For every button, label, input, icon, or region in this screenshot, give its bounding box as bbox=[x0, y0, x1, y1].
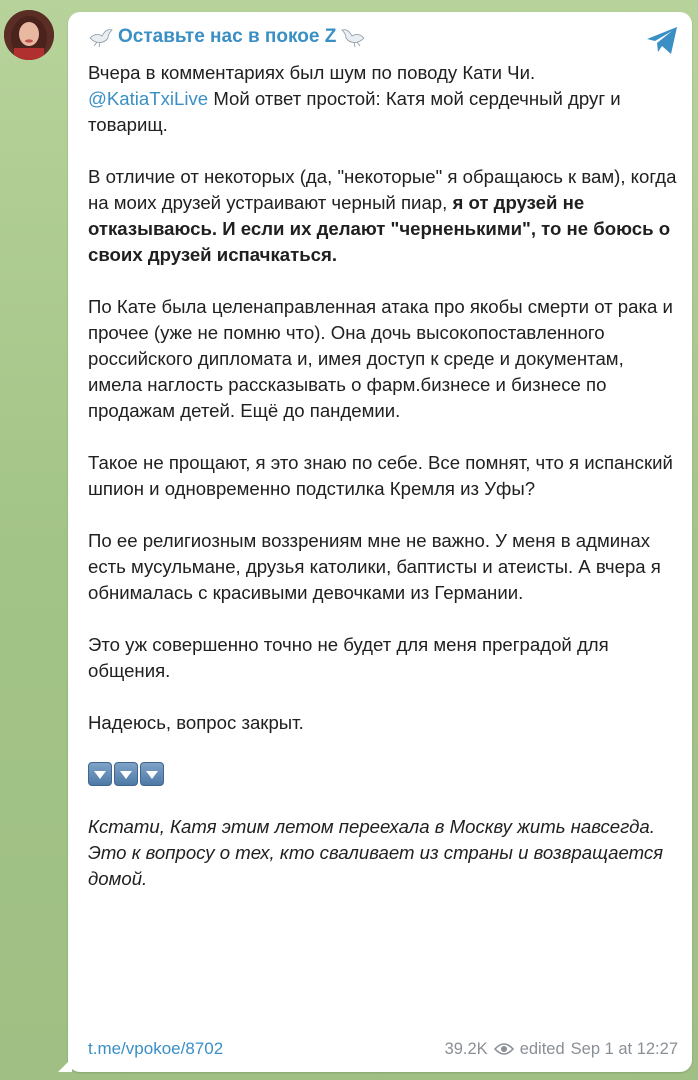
dove-icon bbox=[340, 26, 366, 48]
bubble-tail bbox=[58, 1058, 72, 1072]
paragraph-1-rest: Мой ответ простой: Катя мой сердечный друг и товарищ. bbox=[88, 88, 621, 135]
paragraph-5: По ее религиозным воззрениям мне не важно. У меня в админах есть мусульмане, друзья католики, баптисты и атеисты. А вчера я обнималась с красивыми девочками из Германии. bbox=[88, 530, 661, 603]
paragraph-3: По Кате была целенаправленная атака про якобы смерти от рака и прочее (уже не помню что). Она дочь высокопоставленного российского дипломата и, имея доступ к среде и документам, имела наглость рассказывать о фарм.бизнесе и бизнесе по продажам детей. Ещё до пандемии. bbox=[88, 296, 673, 421]
channel-title[interactable]: Оставьте нас в покое Z bbox=[118, 26, 337, 47]
message-timestamp: Sep 1 at 12:27 bbox=[570, 1039, 678, 1058]
paragraph-1-text: Вчера в комментариях был шум по поводу Кати Чи. bbox=[88, 62, 536, 83]
message-bubble bbox=[68, 12, 692, 1072]
down-arrow-emoji-icon bbox=[88, 762, 112, 786]
post-link[interactable]: t.me/vpokoe/8702 bbox=[88, 1039, 224, 1058]
paragraph-2 bbox=[88, 164, 678, 268]
dove-icon bbox=[88, 26, 114, 48]
channel-avatar[interactable] bbox=[4, 10, 54, 60]
emoji-row bbox=[88, 762, 678, 788]
paragraph-6: Это уж совершенно точно не будет для меня преградой для общения. bbox=[88, 634, 609, 681]
paragraph-1 bbox=[88, 60, 678, 138]
eye-icon bbox=[494, 1042, 514, 1056]
paragraph-4: Такое не прощают, я это знаю по себе. Все помнят, что я испанский шпион и одновременно подстилка Кремля из Уфы? bbox=[88, 452, 673, 499]
view-count: 39.2K bbox=[444, 1039, 488, 1058]
down-arrow-emoji-icon bbox=[140, 762, 164, 786]
message-text bbox=[88, 60, 678, 892]
edited-label: edited bbox=[519, 1039, 565, 1058]
down-arrow-emoji-icon bbox=[114, 762, 138, 786]
channel-header[interactable] bbox=[88, 26, 366, 48]
message-footer bbox=[88, 1036, 678, 1062]
paragraph-2-bold: я от друзей не отказываюсь. И если их делают "черненькими", то не боюсь о своих друзей испачкаться. bbox=[88, 192, 671, 265]
paragraph-italic: Кстати, Катя этим летом переехала в Москву жить навсегда. Это к вопросу о тех, кто сваливает из страны и возвращается домой. bbox=[88, 816, 664, 889]
share-icon[interactable] bbox=[644, 22, 680, 58]
paragraph-2-text: В отличие от некоторых (да, "некоторые" я обращаюсь к вам), когда на моих друзей устраивают черный пиар, bbox=[88, 166, 677, 213]
mention-link[interactable]: @KatiaTxiLive bbox=[88, 88, 209, 109]
message-meta bbox=[445, 1040, 678, 1059]
paragraph-7: Надеюсь, вопрос закрыт. bbox=[88, 712, 304, 733]
